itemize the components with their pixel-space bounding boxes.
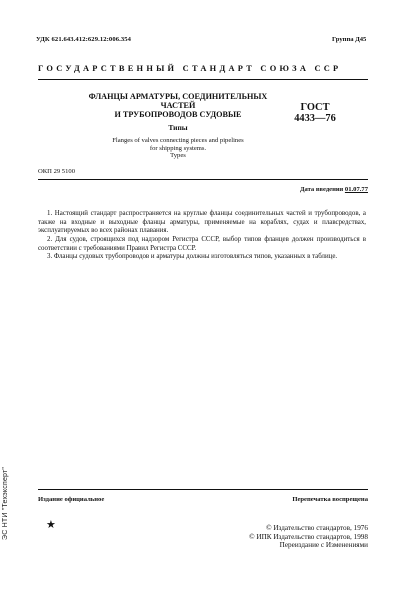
introduction-date-value: 01.07.77 xyxy=(344,186,368,193)
subtitle-types: Типы xyxy=(168,123,188,132)
star-icon: ★ xyxy=(46,519,56,531)
paragraph-3: 3. Фланцы судовых трубопроводов и арматуры должны изготовляться типов, указанных в таблице. xyxy=(47,253,338,261)
title-line-1: ФЛАНЦЫ АРМАТУРЫ, СОЕДИНИТЕЛЬНЫХ ЧАСТЕЙ xyxy=(88,92,268,110)
paragraph-2: 2. Для судов, строящихся под надзором Регистра СССР, выбор типов фланцев должен производиться в соответствии с требованиями Правил Регистра СССР. xyxy=(38,235,366,252)
title-line-2: И ТРУБОПРОВОДОВ СУДОВЫЕ xyxy=(114,110,242,119)
copyright-block xyxy=(188,524,368,550)
official-edition: Издание официальное xyxy=(38,496,105,503)
okp-code: ОКП 29 5100 xyxy=(38,168,75,175)
side-stamp: ЭС НТИ "Техэксперт" xyxy=(2,466,9,540)
document-title xyxy=(78,92,278,119)
udk-code: УДК 621.643.412:629.12:006.354 xyxy=(36,36,132,43)
english-title-line-1: Flanges of valves connecting pieces and pipelines xyxy=(112,137,244,144)
paragraph-1: 1. Настоящий стандарт распространяется на круглые фланцы соединительных частей и трубопроводов, а также на входные и выходные фланцы арматуры, применяемые на кораблях, судах и плавсредствах, эксплуатируемых во всех районах плавания. xyxy=(38,210,366,235)
copyright-line-2: © ИПК Издательство стандартов, 1998 xyxy=(249,532,368,541)
gost-designation xyxy=(290,102,340,124)
english-title xyxy=(78,137,278,160)
reprint-prohibited: Перепечатка воспрещена xyxy=(292,496,368,503)
english-title-line-2: for shipping systems. xyxy=(149,144,207,152)
gost-number: 4433—76 xyxy=(294,113,336,124)
introduction-date-label: Дата введения xyxy=(299,186,344,193)
group-code: Группа Д45 xyxy=(332,36,367,43)
reissue-note: Переиздание с Изменениями xyxy=(279,541,368,550)
standard-heading: ГОСУДАРСТВЕННЫЙ СТАНДАРТ СОЮЗА ССР xyxy=(38,64,342,73)
copyright-line-1: © Издательство стандартов, 1976 xyxy=(266,524,368,532)
introduction-date xyxy=(300,186,368,193)
footer-rule xyxy=(38,489,368,490)
gost-label: ГОСТ xyxy=(300,102,330,113)
english-title-line-3: Types xyxy=(170,152,186,160)
heading-rule xyxy=(38,79,368,80)
body-text xyxy=(38,210,366,262)
okp-rule xyxy=(38,179,368,180)
